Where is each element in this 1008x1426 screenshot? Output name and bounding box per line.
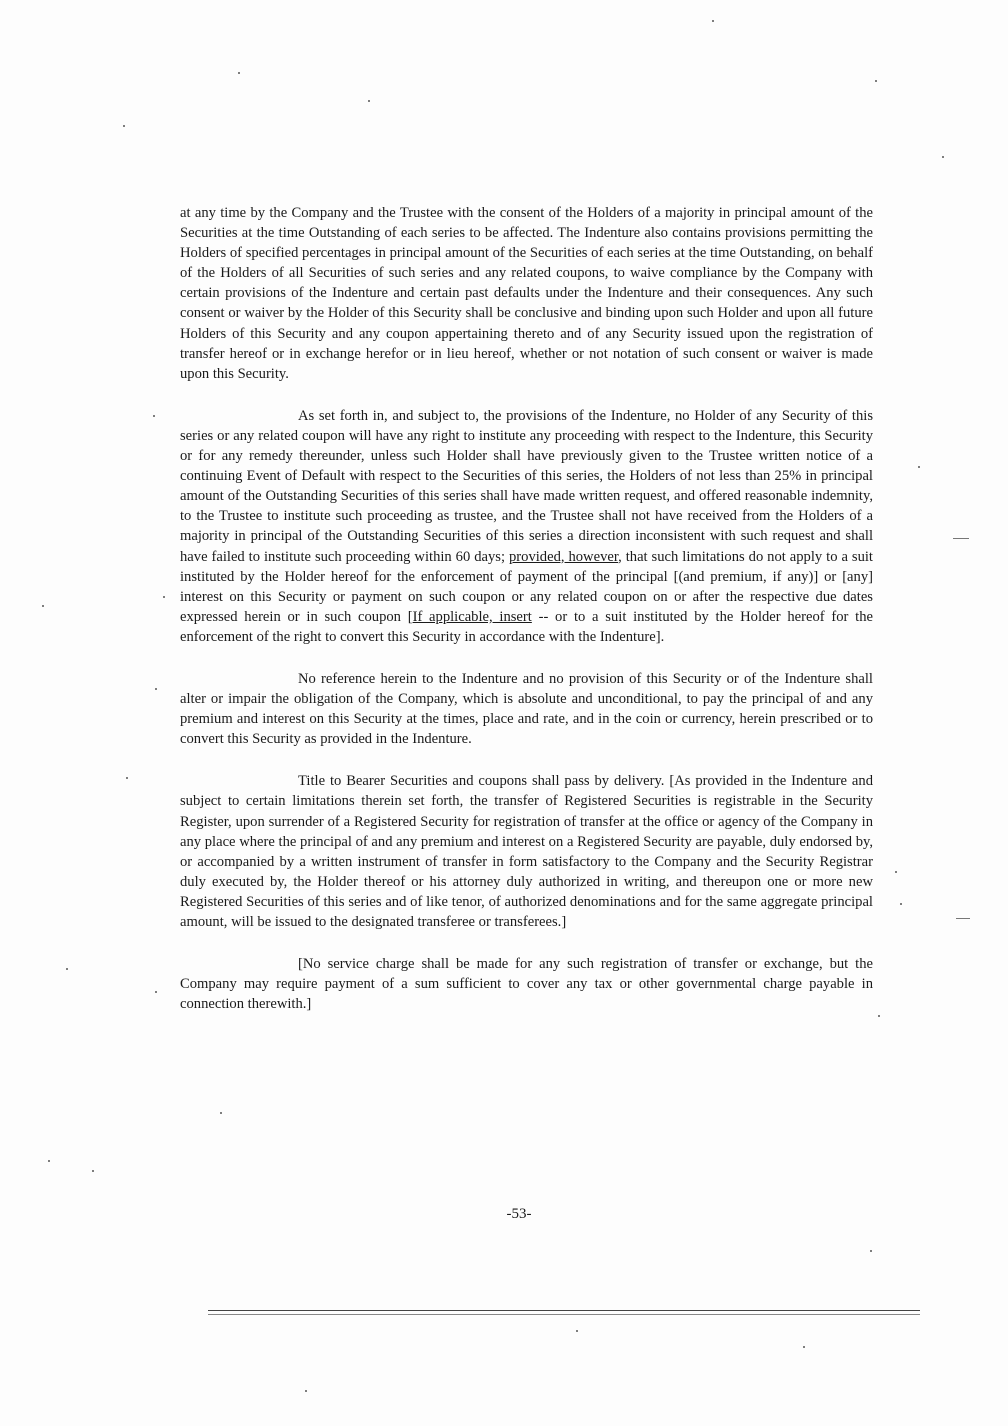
page-number: -53- bbox=[506, 1206, 532, 1222]
scan-speck bbox=[942, 156, 944, 158]
paragraph-text: at any time by the Company and the Trustee with the consent of the Holders of a majority in principal amount of the Securities at the time Outstanding of each series to be affected. The Indenture also contains provisions permitting the Holders of specified percentages in principal amount of the Securities of each series at the time Outstanding, on behalf of the Holders of all Securities of such series and any related coupons, to waive compliance by the Company with certain provisions of the Indenture and certain past defaults under the Indenture and their consequences. Any such consent or waiver by the Holder of this Security shall be conclusive and binding upon such Holder and upon all future Holders of this Security and any coupon appertaining thereto and of any Security issued upon the registration of transfer hereof or in exchange herefor or in lieu hereof, whether or not notation of such consent or waiver is made upon this Security. bbox=[180, 205, 873, 382]
scan-speck bbox=[900, 903, 902, 905]
scan-speck bbox=[878, 1015, 880, 1017]
scan-speck bbox=[576, 1330, 578, 1332]
paragraph-obligation bbox=[180, 669, 873, 749]
scan-speck bbox=[220, 1112, 222, 1114]
scan-speck bbox=[42, 605, 44, 607]
scan-speck bbox=[712, 20, 714, 22]
scan-speck bbox=[870, 1250, 872, 1252]
scan-speck bbox=[92, 1170, 94, 1172]
paragraph-text: Title to Bearer Securities and coupons shall pass by delivery. [As provided in the Indenture and subject to certain limitations therein set forth, the transfer of Registered Securities is registrable in the Security Register, upon surrender of a Registered Security for registration of transfer at the office or agency of the Company in any place where the principal of and any premium and interest on a Registered Security are payable, duly endorsed by, or accompanied by a written instrument of transfer in form satisfactory to the Company and the Security Registrar duly executed by, the Holder thereof or his attorney duly authorized in writing, and thereupon one or more new Registered Securities of this series and of like tenor, of authorized denominations and for the same aggregate principal amount, will be issued to the designated transferee or transferees.] bbox=[180, 773, 873, 930]
footer-rule bbox=[208, 1310, 920, 1311]
scan-speck bbox=[238, 72, 240, 74]
scan-speck bbox=[153, 415, 155, 417]
underlined-term-if-applicable-insert: If applicable, insert bbox=[412, 608, 532, 625]
paragraph-text: As set forth in, and subject to, the provisions of the Indenture, no Holder of any Security of this series or any related coupon will have any right to institute any proceeding with respect to the Indenture, this Security or for any remedy thereunder, unless such Holder shall have previously given to the Trustee written notice of a continuing Event of Default with respect to the Securities of this series, the Holders of not less than 25% in principal amount of the Outstanding Securities of this series shall have made written request, and offered reasonable indemnity, to the Trustee to institute such proceeding as trustee, and the Trustee shall not have received from the Holders of a majority in principal of the Outstanding Securities of this series a direction inconsistent with such request and shall have failed to institute such proceeding within 60 days; bbox=[180, 407, 873, 565]
scan-speck bbox=[895, 871, 897, 873]
scan-speck bbox=[123, 125, 125, 127]
scan-mark bbox=[956, 918, 970, 919]
scan-speck bbox=[126, 777, 128, 779]
scan-speck bbox=[163, 596, 165, 598]
scan-speck bbox=[66, 968, 68, 970]
scan-speck bbox=[918, 466, 920, 468]
scan-speck bbox=[875, 80, 877, 82]
scan-mark bbox=[953, 538, 969, 539]
paragraph-text: -- or to a suit instituted by the Holder hereof for the enforcement of the right to convert this Security in accordance with the Indenture]. bbox=[180, 608, 873, 645]
scan-speck bbox=[155, 688, 157, 690]
paragraph-text: No reference herein to the Indenture and no provision of this Security or of the Indenture shall alter or impair the obligation of the Company, which is absolute and unconditional, to pay the principal of and any premium and interest on this Security at the times, place and rate, and in the coin or currency, herein prescribed or to convert this Security as provided in the Indenture. bbox=[180, 670, 873, 748]
scan-speck bbox=[803, 1346, 805, 1348]
paragraph-text: [No service charge shall be made for any such registration of transfer or exchange, but the Company may require payment of a sum sufficient to cover any tax or other governmental charge payable in connection therewith.] bbox=[180, 956, 873, 1013]
paragraph-bearer-securities-transfer bbox=[180, 771, 873, 932]
paragraph-text: , that such limitations do not apply to a suit instituted by the Holder hereof for the enforcement of payment of the principal [(and premium, if any)] or [any] interest on this Security or payment on such coupon or any related coupon on or after the respective due dates expressed herein or in such coupon [ bbox=[180, 548, 873, 625]
scan-speck bbox=[305, 1390, 307, 1392]
footer-rule-secondary bbox=[208, 1314, 920, 1315]
scan-speck bbox=[48, 1160, 50, 1162]
paragraph-holder-rights bbox=[180, 406, 873, 647]
scan-speck bbox=[155, 991, 157, 993]
paragraph-consent-waiver bbox=[180, 203, 873, 384]
paragraph-service-charge bbox=[180, 954, 873, 1014]
underlined-term-provided-however: provided, however bbox=[508, 548, 619, 565]
document-body bbox=[180, 203, 873, 1036]
scan-speck bbox=[368, 100, 370, 102]
